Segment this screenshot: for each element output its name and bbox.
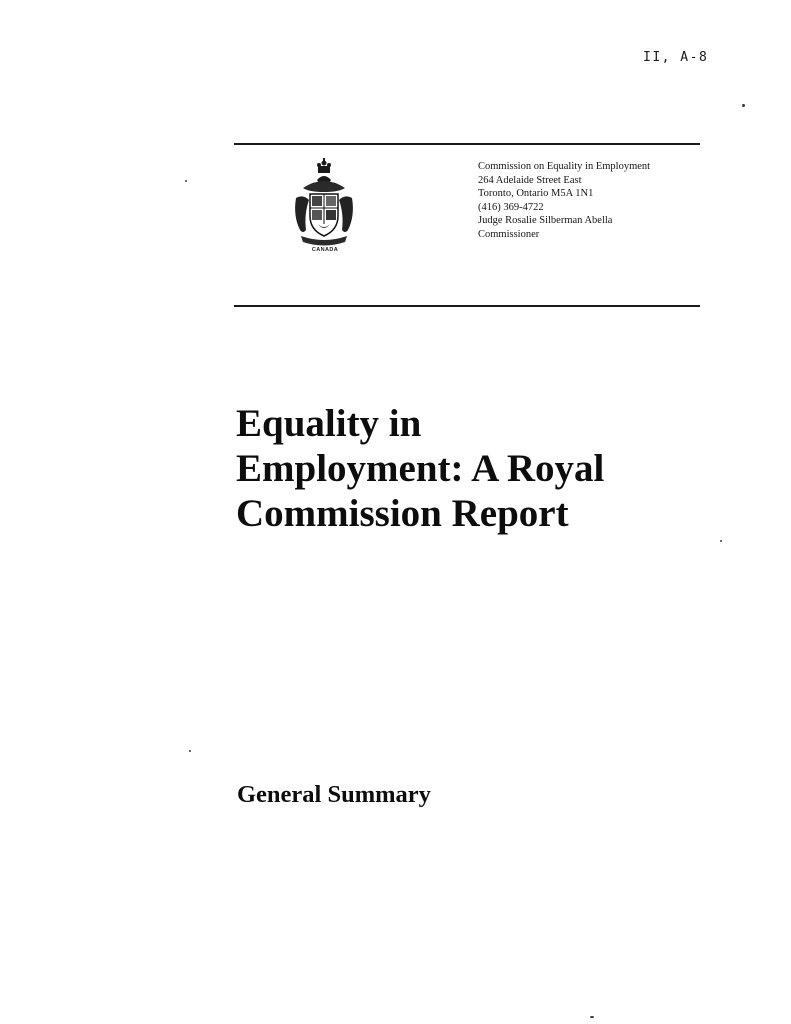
address-line-role: Commissioner — [478, 228, 540, 240]
canada-coat-of-arms-icon — [293, 158, 355, 258]
address-line-phone: (416) 369-4722 — [478, 201, 544, 213]
address-block — [478, 160, 650, 242]
document-title — [236, 401, 604, 536]
address-line-city: Toronto, Ontario M5A 1N1 — [478, 188, 594, 200]
top-divider — [234, 143, 700, 145]
page-reference: II, A-8 — [643, 50, 709, 65]
scan-speck — [590, 1016, 594, 1018]
address-line-street: 264 Adelaide Street East — [478, 174, 582, 186]
scan-speck — [742, 104, 745, 107]
address-line-name: Judge Rosalie Silberman Abella — [478, 215, 613, 227]
title-line: Employment: A Royal — [236, 447, 605, 490]
scan-speck — [185, 180, 187, 182]
title-line: Equality in — [236, 402, 422, 445]
crest-caption: CANADA — [311, 247, 339, 253]
document-subtitle: General Summary — [237, 781, 431, 808]
scan-speck — [720, 540, 722, 542]
scan-speck — [189, 750, 191, 752]
address-line-organization: Commission on Equality in Employment — [478, 161, 651, 172]
bottom-divider — [234, 305, 700, 307]
title-line: Commission Report — [236, 492, 569, 535]
